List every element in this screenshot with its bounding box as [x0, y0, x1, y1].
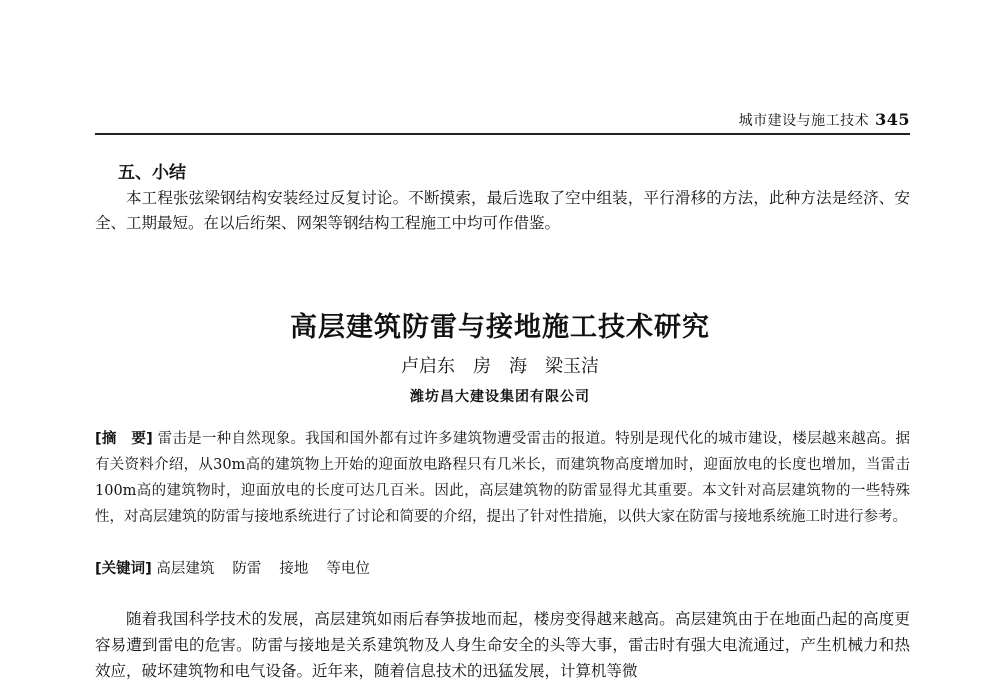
- keyword: 高层建筑: [156, 561, 215, 577]
- running-header: [739, 110, 910, 130]
- article-affiliation: 潍坊昌大建设集团有限公司: [410, 389, 590, 405]
- keywords-label: [关键词]: [95, 561, 152, 577]
- article-title: 高层建筑防雷与接地施工技术研究: [290, 312, 710, 343]
- header-rule: [95, 133, 910, 135]
- page-number: 345: [875, 110, 910, 129]
- body-paragraph: 随着我国科学技术的发展，高层建筑如雨后春笋拔地而起，楼房变得越来越高。高层建筑由于在地面凸起的高度更容易遭到雷电的危害。防雷与接地是关系建筑物及人身生命安全的头等大事，雷击时有强大电流通过，产生机械力和热效应，破坏建筑物和电气设备。近年来，随着信息技术的迅猛发展，计算机等微: [95, 610, 910, 680]
- abstract: [95, 426, 910, 530]
- article-authors: 卢启东 房 海 梁玉洁: [401, 356, 599, 377]
- keyword: 接地: [279, 561, 309, 577]
- running-title: 城市建设与施工技术: [738, 113, 870, 129]
- section-heading: 五、小结: [118, 163, 186, 183]
- abstract-label: [摘 要]: [95, 431, 153, 447]
- summary-paragraph: 本工程张弦梁钢结构安装经过反复讨论。不断摸索，最后选取了空中组装，平行滑移的方法，此种方法是经济、安全、工期最短。在以后绗架、网架等钢结构工程施工中均可作借鉴。: [95, 189, 910, 232]
- abstract-text: 雷击是一种自然现象。我国和国外都有过许多建筑物遭受雷击的报道。特别是现代化的城市建设，楼层越来越高。据有关资料介绍，从30m高的建筑物上开始的迎面放电路程只有几米长，而建筑物高度增加时，迎面放电的长度也增加，当雷击100m高的建筑物时，迎面放电的长度可达几百米。因此，高层建筑物的防雷显得尤其重要。本文针对高层建筑物的一些特殊性，对高层建筑的防雷与接地系统进行了讨论和简要的介绍，提出了针对性措施，以供大家在防雷与接地系统施工时进行参考。: [95, 431, 910, 525]
- keywords: [95, 557, 388, 578]
- keyword: 等电位: [326, 561, 370, 577]
- keyword: 防雷: [232, 561, 262, 577]
